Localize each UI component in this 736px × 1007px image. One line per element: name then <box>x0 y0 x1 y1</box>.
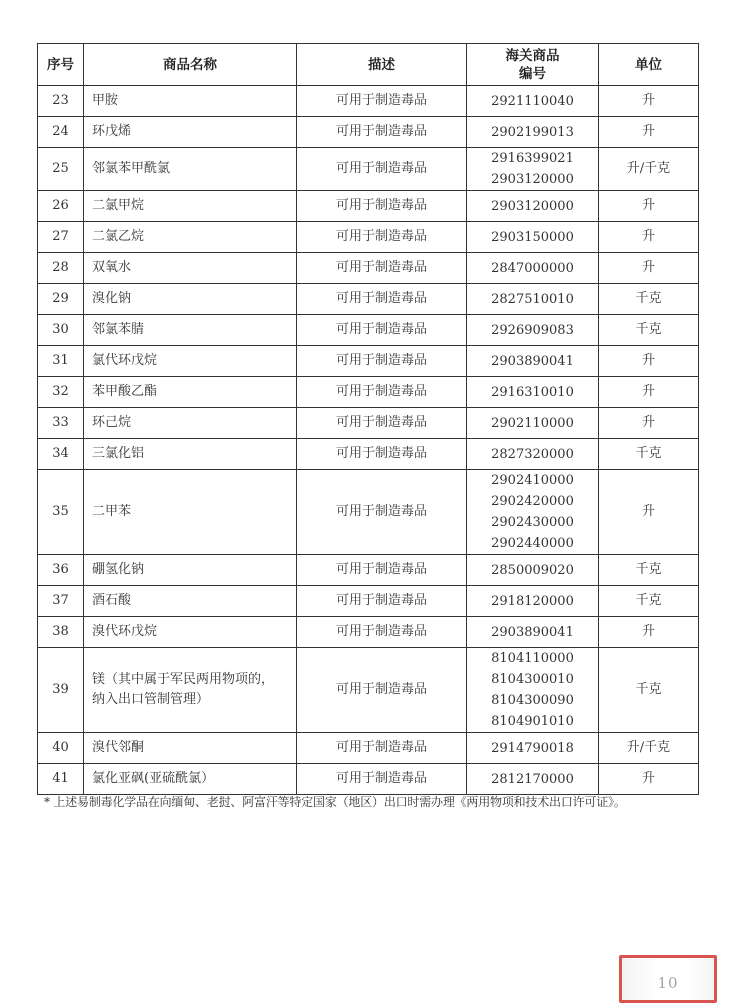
row-description: 可用于制造毒品 <box>297 191 467 222</box>
row-index: 29 <box>38 284 84 315</box>
row-description: 可用于制造毒品 <box>297 555 467 586</box>
table-row <box>38 733 699 764</box>
header-hs-code-line2: 编号 <box>519 65 546 82</box>
row-unit: 升 <box>599 191 699 222</box>
row-index: 37 <box>38 586 84 617</box>
table-row <box>38 284 699 315</box>
hs-code-line: 2902410000 <box>491 473 574 488</box>
table-row <box>38 377 699 408</box>
row-unit: 千克 <box>599 284 699 315</box>
row-index: 32 <box>38 377 84 408</box>
row-index: 35 <box>38 470 84 555</box>
page-number-highlight <box>619 955 717 1003</box>
header-description: 描述 <box>297 44 467 86</box>
row-index: 25 <box>38 148 84 191</box>
row-name: 苯甲酸乙酯 <box>84 377 297 408</box>
row-description: 可用于制造毒品 <box>297 253 467 284</box>
row-name: 氯代环戊烷 <box>84 346 297 377</box>
row-index: 28 <box>38 253 84 284</box>
row-description: 可用于制造毒品 <box>297 315 467 346</box>
hs-code-line: 2902430000 <box>491 515 574 530</box>
row-hs-code <box>467 148 599 191</box>
hs-code-line: 8104901010 <box>491 714 574 729</box>
row-unit: 升 <box>599 222 699 253</box>
row-description: 可用于制造毒品 <box>297 148 467 191</box>
hs-code-line: 8104300090 <box>491 693 574 708</box>
row-name-line: 镁（其中属于军民两用物项的， <box>92 672 275 687</box>
row-description: 可用于制造毒品 <box>297 617 467 648</box>
row-unit: 千克 <box>599 315 699 346</box>
table-row <box>38 315 699 346</box>
row-hs-code: 2812170000 <box>467 764 599 795</box>
header-unit: 单位 <box>599 44 699 86</box>
row-hs-code: 2850009020 <box>467 555 599 586</box>
row-unit: 升 <box>599 117 699 148</box>
row-hs-code: 2916310010 <box>467 377 599 408</box>
row-hs-code <box>467 648 599 733</box>
row-name: 硼氢化钠 <box>84 555 297 586</box>
footnote: * 上述易制毒化学品在向缅甸、老挝、阿富汗等特定国家（地区）出口时需办理《两用物项和技术出口许可证》。 <box>44 795 626 809</box>
row-description: 可用于制造毒品 <box>297 470 467 555</box>
row-name: 溴代环戊烷 <box>84 617 297 648</box>
row-description: 可用于制造毒品 <box>297 86 467 117</box>
table-row <box>38 617 699 648</box>
table-row <box>38 191 699 222</box>
row-unit: 千克 <box>599 648 699 733</box>
row-unit: 升 <box>599 86 699 117</box>
row-name <box>84 648 297 733</box>
row-description: 可用于制造毒品 <box>297 346 467 377</box>
row-index: 38 <box>38 617 84 648</box>
row-unit: 升 <box>599 346 699 377</box>
row-index: 39 <box>38 648 84 733</box>
row-description: 可用于制造毒品 <box>297 222 467 253</box>
row-name: 邻氯苯甲酰氯 <box>84 148 297 191</box>
row-description: 可用于制造毒品 <box>297 439 467 470</box>
page-number: 10 <box>657 974 679 992</box>
row-description: 可用于制造毒品 <box>297 733 467 764</box>
row-name: 三氯化铝 <box>84 439 297 470</box>
table-row <box>38 253 699 284</box>
row-hs-code: 2827510010 <box>467 284 599 315</box>
row-hs-code: 2827320000 <box>467 439 599 470</box>
precursor-chemicals-table <box>37 43 699 795</box>
row-name: 双氧水 <box>84 253 297 284</box>
row-unit: 升 <box>599 764 699 795</box>
header-index: 序号 <box>38 44 84 86</box>
row-index: 23 <box>38 86 84 117</box>
row-index: 30 <box>38 315 84 346</box>
table-row <box>38 148 699 191</box>
row-name: 二氯乙烷 <box>84 222 297 253</box>
table-row <box>38 470 699 555</box>
hs-code-line: 2902440000 <box>491 536 574 551</box>
table-row <box>38 117 699 148</box>
row-name: 二甲苯 <box>84 470 297 555</box>
row-index: 27 <box>38 222 84 253</box>
row-name-line: 纳入出口管制管理） <box>92 692 210 707</box>
row-index: 41 <box>38 764 84 795</box>
row-unit: 升 <box>599 377 699 408</box>
row-unit: 升 <box>599 408 699 439</box>
row-unit: 千克 <box>599 555 699 586</box>
table-row <box>38 346 699 377</box>
table-header-row <box>38 44 699 86</box>
row-description: 可用于制造毒品 <box>297 284 467 315</box>
row-hs-code: 2921110040 <box>467 86 599 117</box>
table-row <box>38 586 699 617</box>
row-hs-code: 2847000000 <box>467 253 599 284</box>
header-name: 商品名称 <box>84 44 297 86</box>
row-hs-code: 2914790018 <box>467 733 599 764</box>
header-hs-code-line1: 海关商品 <box>505 47 560 64</box>
row-unit: 升 <box>599 470 699 555</box>
hs-code-line: 2902420000 <box>491 494 574 509</box>
table-row <box>38 555 699 586</box>
row-unit: 升/千克 <box>599 148 699 191</box>
row-unit: 千克 <box>599 439 699 470</box>
row-description: 可用于制造毒品 <box>297 408 467 439</box>
row-index: 24 <box>38 117 84 148</box>
row-hs-code <box>467 470 599 555</box>
row-description: 可用于制造毒品 <box>297 648 467 733</box>
row-hs-code: 2903120000 <box>467 191 599 222</box>
row-unit: 升 <box>599 617 699 648</box>
table-row <box>38 222 699 253</box>
row-name: 二氯甲烷 <box>84 191 297 222</box>
header-hs-code <box>467 44 599 86</box>
table-row <box>38 439 699 470</box>
row-unit: 升 <box>599 253 699 284</box>
row-hs-code: 2926909083 <box>467 315 599 346</box>
row-name: 溴化钠 <box>84 284 297 315</box>
row-unit: 升/千克 <box>599 733 699 764</box>
row-index: 34 <box>38 439 84 470</box>
row-index: 33 <box>38 408 84 439</box>
row-hs-code: 2902110000 <box>467 408 599 439</box>
hs-code-line: 8104300010 <box>491 672 574 687</box>
hs-code-line: 8104110000 <box>491 651 574 666</box>
row-name: 溴代邻酮 <box>84 733 297 764</box>
row-index: 36 <box>38 555 84 586</box>
row-name: 环己烷 <box>84 408 297 439</box>
table-row <box>38 408 699 439</box>
table-row <box>38 648 699 733</box>
row-description: 可用于制造毒品 <box>297 586 467 617</box>
row-description: 可用于制造毒品 <box>297 117 467 148</box>
hs-code-line: 2903120000 <box>491 172 574 187</box>
row-hs-code: 2902199013 <box>467 117 599 148</box>
row-name: 甲胺 <box>84 86 297 117</box>
row-index: 26 <box>38 191 84 222</box>
row-hs-code: 2903150000 <box>467 222 599 253</box>
row-name: 邻氯苯腈 <box>84 315 297 346</box>
hs-code-line: 2916399021 <box>491 151 574 166</box>
row-name: 环戊烯 <box>84 117 297 148</box>
row-hs-code: 2918120000 <box>467 586 599 617</box>
row-name: 酒石酸 <box>84 586 297 617</box>
row-hs-code: 2903890041 <box>467 617 599 648</box>
table-row <box>38 86 699 117</box>
row-index: 40 <box>38 733 84 764</box>
row-hs-code: 2903890041 <box>467 346 599 377</box>
row-description: 可用于制造毒品 <box>297 377 467 408</box>
row-description: 可用于制造毒品 <box>297 764 467 795</box>
table-row <box>38 764 699 795</box>
row-index: 31 <box>38 346 84 377</box>
row-name: 氯化亚砜(亚硫酰氯） <box>84 764 297 795</box>
row-unit: 千克 <box>599 586 699 617</box>
